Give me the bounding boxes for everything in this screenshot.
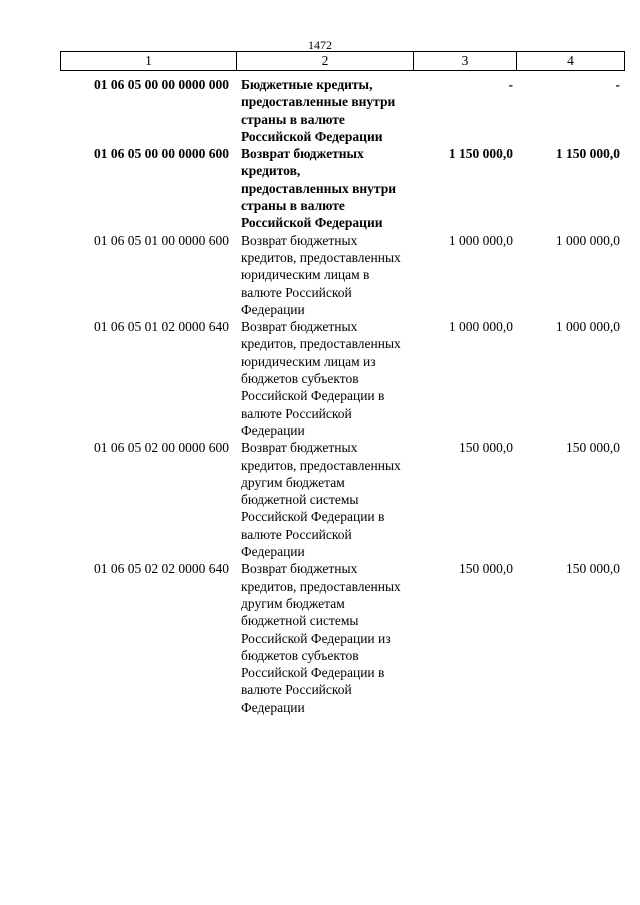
row-code: 01 06 05 01 02 0000 640 xyxy=(94,319,229,335)
row-name: Возврат бюджетных кредитов, предоставленных юридическим лицам из бюджетов субъектов Российской Федерации в валюте Российской Федерации xyxy=(241,319,401,438)
table-row xyxy=(60,76,620,145)
row-name: Возврат бюджетных кредитов, предоставленных внутри страны в валюте Российской Федерации xyxy=(241,146,397,231)
row-name: Возврат бюджетных кредитов, предоставленных юридическим лицам в валюте Российской Федерации xyxy=(241,232,401,317)
row-code: 01 06 05 02 00 0000 600 xyxy=(94,440,229,456)
column-header-row xyxy=(61,52,625,71)
column-header-table xyxy=(60,51,625,71)
row-code: 01 06 05 02 02 0000 640 xyxy=(94,561,229,577)
row-value-col3: 1 000 000,0 xyxy=(448,319,513,335)
row-name: Возврат бюджетных кредитов, предоставленных другим бюджетам бюджетной системы Российской Федерации в валюте Российской Федерации xyxy=(241,440,401,560)
row-value-col4: 1 000 000,0 xyxy=(555,232,620,248)
row-value-col4: - xyxy=(615,77,620,92)
budget-table xyxy=(60,76,620,716)
table-row xyxy=(60,439,620,560)
table-row xyxy=(60,318,620,439)
table-row xyxy=(60,560,620,716)
row-code: 01 06 05 00 00 0000 000 xyxy=(94,77,229,92)
column-header-1: 1 xyxy=(61,52,237,71)
row-code: 01 06 05 01 00 0000 600 xyxy=(94,232,229,248)
table-row xyxy=(60,145,620,231)
row-code: 01 06 05 00 00 0000 600 xyxy=(94,146,229,162)
row-value-col4: 150 000,0 xyxy=(566,561,620,577)
row-value-col4: 150 000,0 xyxy=(566,440,620,456)
page-number: 1472 xyxy=(308,38,332,52)
budget-table-body xyxy=(60,76,620,716)
row-value-col4: 1 000 000,0 xyxy=(555,319,620,335)
row-name: Бюджетные кредиты, предоставленные внутри страны в валюте Российской Федерации xyxy=(241,77,396,144)
row-value-col3: 150 000,0 xyxy=(459,440,513,456)
row-value-col3: 1 150 000,0 xyxy=(448,146,513,162)
row-value-col3: 1 000 000,0 xyxy=(448,232,513,248)
row-value-col3: 150 000,0 xyxy=(459,561,513,577)
column-header-2: 2 xyxy=(237,52,414,71)
column-header-4: 4 xyxy=(517,52,625,71)
row-value-col4: 1 150 000,0 xyxy=(555,146,620,162)
table-row xyxy=(60,232,620,318)
row-name: Возврат бюджетных кредитов, предоставленных другим бюджетам бюджетной системы Российской Федерации из бюджетов субъектов Российской Федерации в валюте Российской Федерации xyxy=(241,561,401,715)
column-header-3: 3 xyxy=(414,52,517,71)
row-value-col3: - xyxy=(508,77,513,92)
